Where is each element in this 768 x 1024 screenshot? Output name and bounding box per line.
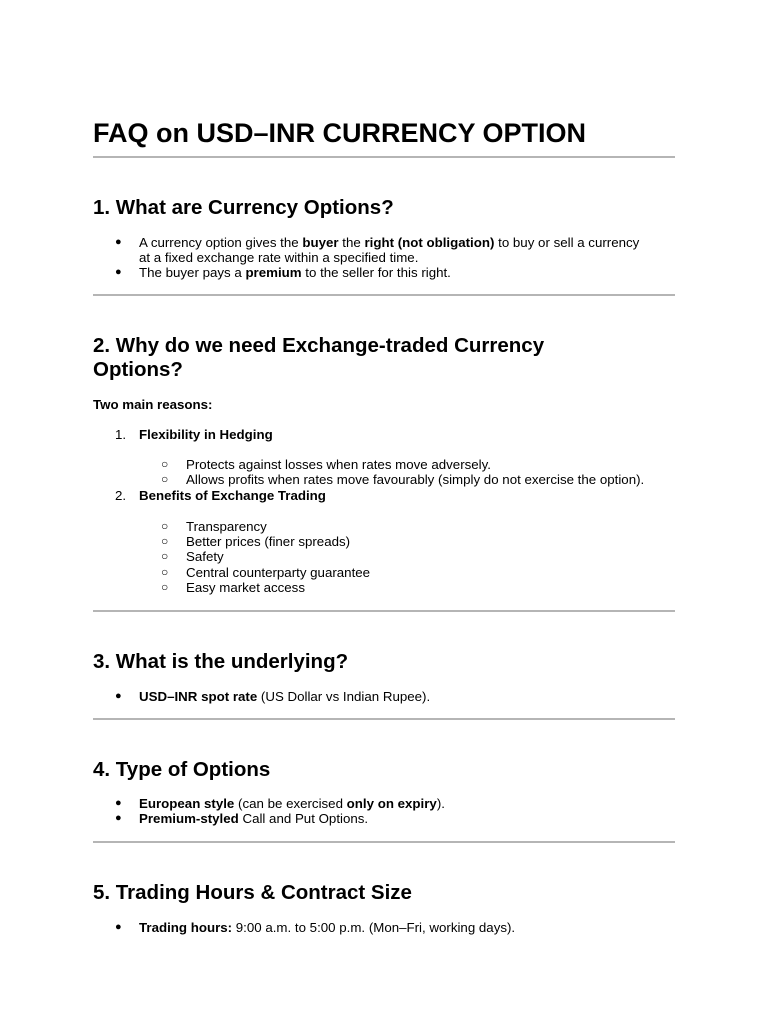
divider [93, 156, 675, 158]
bullet-icon: ● [115, 921, 122, 933]
list-item: Protects against losses when rates move adversely. [186, 457, 491, 472]
sub-bullet-icon: ○ [161, 580, 169, 594]
section-1-bullet-1: A currency option gives the buyer the right (not obligation) to buy or sell a currency at a fixed exchange rate within a specified time. [139, 235, 640, 266]
divider [93, 610, 675, 612]
section-2-heading: 2. Why do we need Exchange-traded Currency Options? [93, 334, 545, 381]
bullet-icon: ● [115, 690, 122, 702]
divider [93, 294, 675, 296]
list-item: Transparency [186, 519, 267, 534]
list-item: Better prices (finer spreads) [186, 534, 351, 549]
sub-bullet-icon: ○ [161, 565, 169, 579]
list-item: Safety [186, 549, 224, 564]
bullet-icon: ● [115, 797, 122, 809]
list-item: Central counterparty guarantee [186, 565, 371, 580]
section-5-bullet-1: Trading hours: 9:00 a.m. to 5:00 p.m. (Mon–Fri, working days). [139, 920, 516, 935]
bullet-icon: ● [115, 266, 122, 278]
section-5-heading: 5. Trading Hours & Contract Size [93, 881, 412, 904]
section-3-bullet-1: USD–INR spot rate (US Dollar vs Indian Rupee). [139, 689, 431, 704]
section-2-intro: Two main reasons: [93, 397, 213, 412]
bullet-icon: ● [115, 812, 122, 824]
sub-bullet-icon: ○ [161, 472, 169, 486]
list-item: Allows profits when rates move favourably (simply do not exercise the option). [186, 472, 645, 487]
section-4-bullet-2: Premium-styled Call and Put Options. [139, 811, 369, 826]
section-3-heading: 3. What is the underlying? [93, 650, 349, 673]
section-2-item-2-label: Benefits of Exchange Trading [139, 488, 326, 503]
section-1-bullet-2: The buyer pays a premium to the seller for this right. [139, 265, 451, 280]
section-4-heading: 4. Type of Options [93, 758, 271, 781]
divider [93, 841, 675, 843]
section-2-item-1-label: Flexibility in Hedging [139, 427, 273, 442]
section-4-bullet-1: European style (can be exercised only on expiry). [139, 796, 445, 811]
list-number: 1. [115, 427, 127, 442]
list-number: 2. [115, 488, 127, 503]
sub-bullet-icon: ○ [161, 549, 169, 563]
sub-bullet-icon: ○ [161, 519, 169, 533]
divider [93, 718, 675, 720]
list-item: Easy market access [186, 580, 305, 595]
page-title: FAQ on USD–INR CURRENCY OPTION [93, 118, 587, 148]
sub-bullet-icon: ○ [161, 534, 169, 548]
sub-bullet-icon: ○ [161, 457, 169, 471]
section-1-heading: 1. What are Currency Options? [93, 196, 394, 219]
bullet-icon: ● [115, 236, 122, 248]
